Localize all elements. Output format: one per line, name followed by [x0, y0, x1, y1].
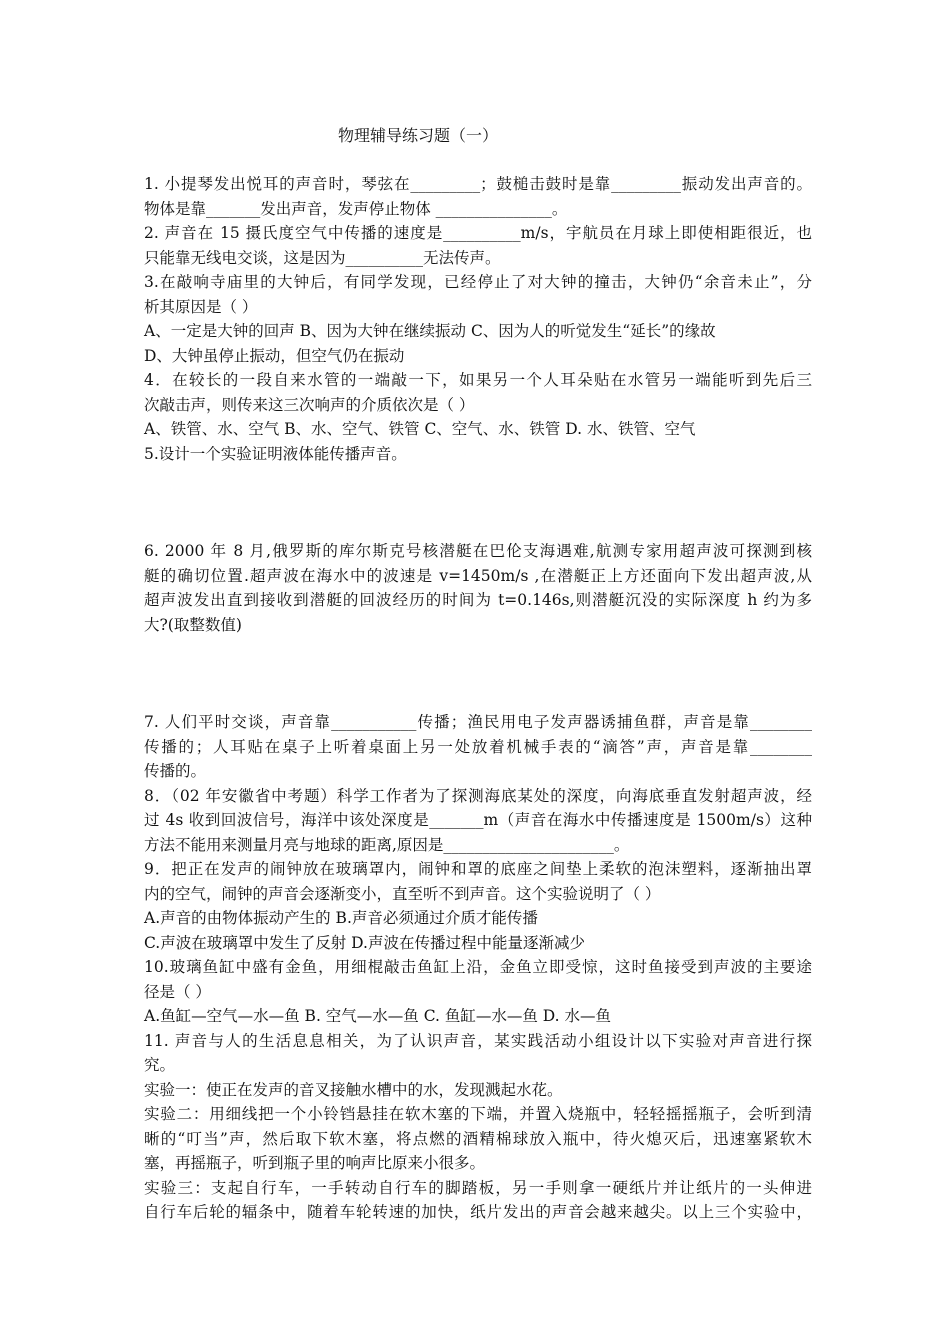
text-line: D、大钟虽停止振动，但空气仍在振动 [144, 346, 405, 365]
text-line: 方法不能用来测量月亮与地球的距离,原因是______________________。 [144, 835, 630, 854]
text-line: 6. 2000 年 8 月,俄罗斯的库尔斯克号核潜艇在巴伦支海遇难,航测专家用超声波可探测到核 [144, 542, 812, 560]
text-line: 析其原因是（ ） [144, 297, 258, 316]
text-line: 晰的“叮当”声，然后取下软木塞，将点燃的酒精棉球放入瓶中，待火熄灭后，迅速塞紧软木 [144, 1129, 812, 1148]
text-line: 传播的。 [144, 762, 207, 780]
answer-space [144, 637, 812, 710]
text-line: 4．在较长的一段自来水管的一端敲一下，如果另一个人耳朵贴在水管另一端能听到先后三 [144, 371, 812, 389]
text-line: 超声波发出直到接收到潜艇的回波经历的时间为 t=0.146s,则潜艇沉没的实际深度 h 约为多 [144, 591, 812, 609]
text-line: 塞，再摇瓶子，听到瓶子里的响声比原来小很多。 [144, 1154, 486, 1172]
text-line: 2. 声音在 15 摄氏度空气中传播的速度是__________m/s，宇航员在月球上即使相距很近，也 [144, 224, 812, 242]
text-line: 8．（02 年安徽省中考题）科学工作者为了探测海底某处的深度，向海底垂直发射超声波，经 [144, 786, 812, 805]
text-line: 只能靠无线电交谈，这是因为__________无法传声。 [144, 248, 501, 267]
text-line: 自行车后轮的辐条中，随着车轮转速的加快，纸片发出的声音会越来越尖。以上三个实验中， [144, 1203, 812, 1221]
text-line: 究。 [144, 1056, 176, 1074]
text-line: A、一定是大钟的回声 B、因为大钟在继续振动 C、因为人的听觉发生“延长”的缘故 [144, 322, 716, 340]
text-line: A、铁管、水、空气 B、水、空气、铁管 C、空气、水、铁管 D. 水、铁管、空气 [144, 420, 696, 438]
text-line: 11. 声音与人的生活息息相关，为了认识声音，某实践活动小组设计以下实验对声音进行探 [144, 1031, 812, 1050]
answer-space [144, 466, 812, 539]
text-line: 1. 小提琴发出悦耳的声音时，琴弦在_________；鼓槌击鼓时是靠_________振动发出声音的。 [144, 175, 812, 193]
text-line: A.鱼缸—空气—水—鱼 B. 空气—水—鱼 C. 鱼缸—水—鱼 D. 水—鱼 [144, 1007, 612, 1025]
text-line: 过 4s 收到回波信号，海洋中该处深度是_______m（声音在海水中传播速度是 1500m/s）这种 [144, 811, 812, 829]
text-line: 艇的确切位置.超声波在海水中的波速是 v=1450m/s ,在潜艇正上方还面向下发出超声波,从 [144, 566, 812, 585]
text-line: 传播的；人耳贴在桌子上听着桌面上另一处放着机械手表的“滴答”声，声音是靠________ [144, 737, 812, 756]
text-line: 径是（ ） [144, 982, 211, 1001]
text-line: 物体是靠_______发出声音，发声停止物体 _______________。 [144, 199, 568, 218]
title-text: 物理辅导练习题（一） [338, 126, 499, 145]
text-line: 3.在敲响寺庙里的大钟后，有同学发现，已经停止了对大钟的撞击，大钟仍“余音未止”，分 [144, 273, 812, 291]
text-line: 9．把正在发声的闹钟放在玻璃罩内，闹钟和罩的底座之间垫上柔软的泡沫塑料，逐渐抽出罩 [144, 860, 812, 878]
text-line: 7. 人们平时交谈，声音靠___________传播；渔民用电子发声器诱捕鱼群，声音是靠________ [144, 713, 812, 731]
text-line: C.声波在玻璃罩中发生了反射 D.声波在传播过程中能量逐渐减少 [144, 933, 585, 952]
text-line: A.声音的由物体振动产生的 B.声音必须通过介质才能传播 [144, 909, 538, 927]
text-line: 实验三：支起自行车，一手转动自行车的脚踏板，另一手则拿一硬纸片并让纸片的一头伸进 [144, 1178, 812, 1197]
text-line: 内的空气，闹钟的声音会逐渐变小，直至听不到声音。这个实验说明了（ ） [144, 884, 661, 903]
text-line: 实验一：使正在发声的音叉接触水槽中的水，发现溅起水花。 [144, 1080, 563, 1099]
text-line: 5.设计一个实验证明液体能传播声音。 [144, 444, 407, 463]
question-body [144, 172, 812, 1225]
text-line: 10.玻璃鱼缸中盛有金鱼，用细棍敲击鱼缸上沿，金鱼立即受惊，这时鱼接受到声波的主要途 [144, 958, 812, 976]
text-line: 次敲击声，则传来这三次响声的介质依次是（ ） [144, 395, 475, 414]
text-line: 实验二：用细线把一个小铃铛悬挂在软木塞的下端，并置入烧瓶中，轻轻摇摇瓶子，会听到清 [144, 1105, 812, 1123]
text-line: 大?(取整数值) [144, 615, 242, 634]
